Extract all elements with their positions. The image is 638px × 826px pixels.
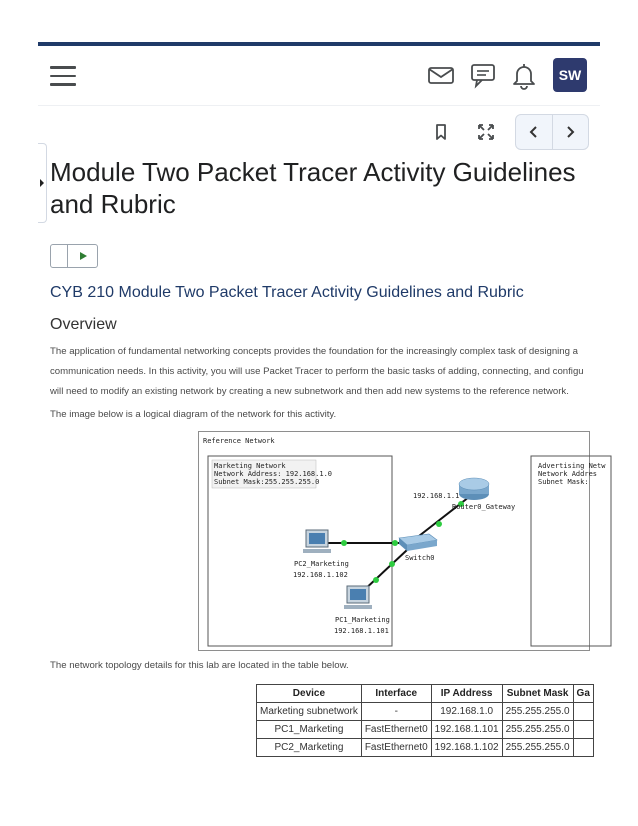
- chevron-left-icon: [527, 125, 541, 139]
- router-label: Router0_Gateway: [452, 503, 516, 511]
- sidebar-toggle[interactable]: [38, 143, 47, 223]
- diagram-title: Reference Network: [203, 437, 275, 445]
- marketing-box-line: Network Address: 192.168.1.0: [214, 470, 333, 478]
- router-ip-label: 192.168.1.1: [413, 492, 460, 500]
- table-cell: 255.255.255.0: [502, 721, 573, 739]
- pc2-ip-label: 192.168.1.102: [293, 571, 348, 579]
- table-cell: [573, 739, 593, 757]
- table-cell: Marketing subnetwork: [257, 703, 362, 721]
- topic-pager: [515, 114, 589, 150]
- chat-icon[interactable]: [468, 60, 498, 90]
- caret-right-icon: [39, 178, 45, 188]
- audio-player: [50, 244, 98, 268]
- pc2-icon: [303, 530, 331, 553]
- table-header-row: [257, 685, 594, 703]
- pc2-label: PC2_Marketing: [294, 560, 349, 568]
- column-header: Subnet Mask: [502, 685, 573, 703]
- column-header: Interface: [361, 685, 431, 703]
- column-header: IP Address: [431, 685, 502, 703]
- next-topic-button[interactable]: [553, 115, 589, 149]
- table-row: [257, 739, 594, 757]
- table-row: [257, 721, 594, 739]
- advertising-box-line: Advertising Netw: [538, 462, 606, 470]
- overview-heading: Overview: [50, 316, 117, 333]
- table-cell: 255.255.255.0: [502, 739, 573, 757]
- marketing-box-line: Marketing Network: [214, 462, 286, 470]
- previous-topic-button[interactable]: [516, 115, 553, 149]
- column-header: Ga: [573, 685, 593, 703]
- overview-paragraph-line: communication needs. In this activity, you will use Packet Tracer to perform the basic tasks of adding, connecting, and configu: [50, 366, 584, 377]
- avatar[interactable]: SW: [553, 58, 587, 92]
- topology-table: [256, 684, 590, 753]
- table-cell: 255.255.255.0: [502, 703, 573, 721]
- page-title: Module Two Packet Tracer Activity Guidelines and Rubric: [50, 157, 576, 219]
- document-subtitle: CYB 210 Module Two Packet Tracer Activity Guidelines and Rubric: [50, 284, 524, 301]
- table-row: [257, 703, 594, 721]
- diagram-intro-text: The image below is a logical diagram of the network for this activity.: [50, 409, 337, 420]
- fullscreen-icon[interactable]: [475, 120, 497, 144]
- content-toolbar: [430, 114, 590, 150]
- column-header: Device: [257, 685, 362, 703]
- play-icon: [78, 251, 88, 261]
- bell-icon[interactable]: [509, 60, 539, 90]
- table-cell: 192.168.1.102: [431, 739, 502, 757]
- advertising-box-line: Subnet Mask:: [538, 478, 589, 486]
- table-cell: PC1_Marketing: [257, 721, 362, 739]
- topic-content: [50, 156, 590, 425]
- network-diagram: [198, 431, 606, 651]
- table-cell: FastEthernet0: [361, 721, 431, 739]
- overview-paragraph-line: will need to modify an existing network by creating a new subnetwork and then add new systems to the reference network.: [50, 386, 569, 397]
- play-button[interactable]: [68, 245, 97, 267]
- table-cell: 192.168.1.0: [431, 703, 502, 721]
- switch-icon: [399, 534, 437, 551]
- table-cell: PC2_Marketing: [257, 739, 362, 757]
- table-cell: [573, 721, 593, 739]
- navbar: [38, 46, 600, 106]
- table-cell: [573, 703, 593, 721]
- menu-icon[interactable]: [50, 66, 76, 86]
- table-intro-text: The network topology details for this lab are located in the table below.: [50, 660, 349, 671]
- chevron-right-icon: [563, 125, 577, 139]
- pc1-icon: [344, 586, 372, 609]
- table-cell: 192.168.1.101: [431, 721, 502, 739]
- pc1-ip-label: 192.168.1.101: [334, 627, 389, 635]
- switch-label: Switch0: [405, 554, 435, 562]
- router-icon: [459, 478, 489, 500]
- mail-icon[interactable]: [426, 60, 456, 90]
- table-cell: -: [361, 703, 431, 721]
- advertising-box-line: Network Addres: [538, 470, 598, 478]
- pc1-label: PC1_Marketing: [335, 616, 390, 624]
- table-cell: FastEthernet0: [361, 739, 431, 757]
- bookmark-icon[interactable]: [430, 120, 452, 144]
- marketing-box-line: Subnet Mask:255.255.255.0: [214, 478, 320, 486]
- overview-paragraph-line: The application of fundamental networking concepts provides the foundation for the increasingly complex task of designing a: [50, 346, 578, 357]
